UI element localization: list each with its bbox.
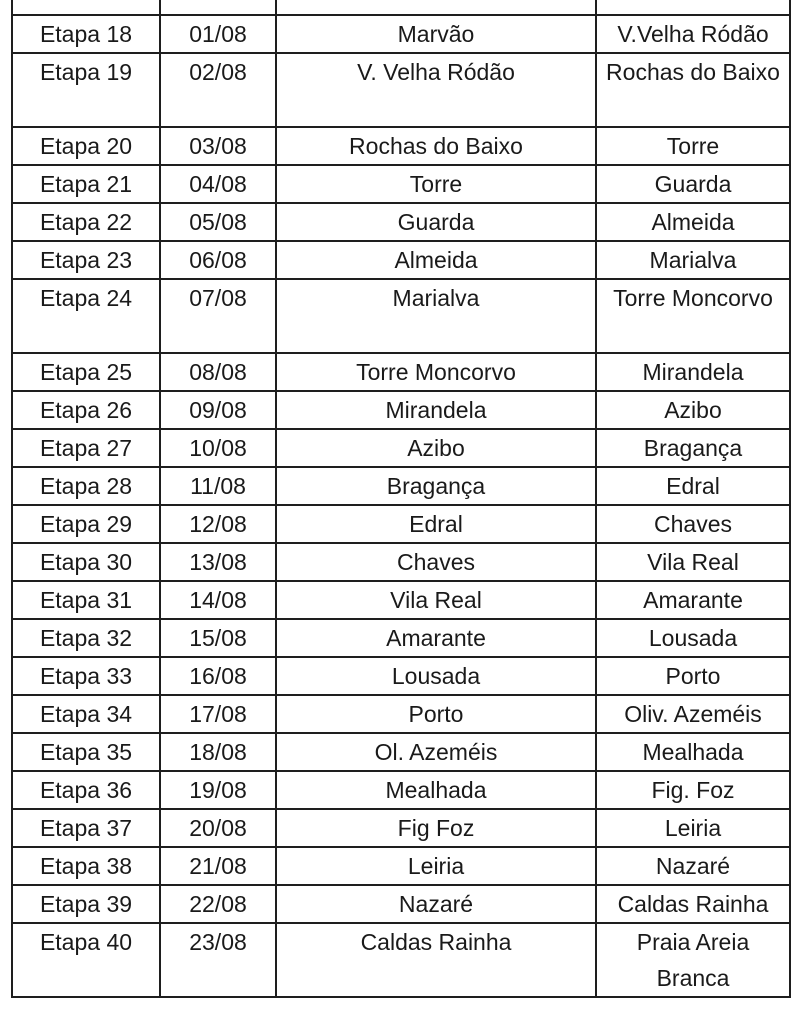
cell-date: 16/08 xyxy=(160,657,276,695)
cell-from: Amarante xyxy=(276,619,596,657)
cell-to: Nazaré xyxy=(596,847,790,885)
cell-stage: Etapa 27 xyxy=(12,429,160,467)
table-row xyxy=(12,15,790,53)
cell-stage: Etapa 25 xyxy=(12,353,160,391)
cell-to: Torre xyxy=(596,127,790,165)
cell-date: 07/08 xyxy=(160,279,276,353)
cell-from: Rochas do Baixo xyxy=(276,127,596,165)
cell-stage: Etapa 19 xyxy=(12,53,160,127)
cell-stage: Etapa 18 xyxy=(12,15,160,53)
cell-from xyxy=(276,0,596,15)
cell-from: Almeida xyxy=(276,241,596,279)
cell-to: Almeida xyxy=(596,203,790,241)
cell-stage: Etapa 22 xyxy=(12,203,160,241)
cell-stage: Etapa 37 xyxy=(12,809,160,847)
table-row xyxy=(12,809,790,847)
cell-stage: Etapa 36 xyxy=(12,771,160,809)
cell-stage: Etapa 29 xyxy=(12,505,160,543)
cell-from: Bragança xyxy=(276,467,596,505)
table-row xyxy=(12,53,790,127)
cell-date: 01/08 xyxy=(160,15,276,53)
table-row xyxy=(12,391,790,429)
cell-date: 23/08 xyxy=(160,923,276,997)
table-row xyxy=(12,279,790,353)
cell-to: Marialva xyxy=(596,241,790,279)
cell-from: Guarda xyxy=(276,203,596,241)
table-row xyxy=(12,923,790,997)
cell-date: 11/08 xyxy=(160,467,276,505)
cell-stage: Etapa 40 xyxy=(12,923,160,997)
cell-date: 15/08 xyxy=(160,619,276,657)
table-row xyxy=(12,467,790,505)
cell-stage: Etapa 34 xyxy=(12,695,160,733)
cell-stage: Etapa 23 xyxy=(12,241,160,279)
cell-date: 05/08 xyxy=(160,203,276,241)
cell-to: Amarante xyxy=(596,581,790,619)
cell-from: Ol. Azeméis xyxy=(276,733,596,771)
cell-to: Caldas Rainha xyxy=(596,885,790,923)
cell-to: Fig. Foz xyxy=(596,771,790,809)
table-row xyxy=(12,847,790,885)
cell-to: Mealhada xyxy=(596,733,790,771)
cell-from: Lousada xyxy=(276,657,596,695)
cell-to: Lousada xyxy=(596,619,790,657)
cell-date: 13/08 xyxy=(160,543,276,581)
table-row xyxy=(12,581,790,619)
cell-from: V. Velha Ródão xyxy=(276,53,596,127)
cell-from: Mirandela xyxy=(276,391,596,429)
cell-stage: Etapa 35 xyxy=(12,733,160,771)
cell-date: 21/08 xyxy=(160,847,276,885)
cell-date: 10/08 xyxy=(160,429,276,467)
table-row xyxy=(12,165,790,203)
cell-stage: Etapa 20 xyxy=(12,127,160,165)
table-row xyxy=(12,203,790,241)
cell-from: Chaves xyxy=(276,543,596,581)
cell-to: Praia Areia Branca xyxy=(596,923,790,997)
cell-from: Vila Real xyxy=(276,581,596,619)
table-row-partial xyxy=(12,0,790,15)
cell-from: Fig Foz xyxy=(276,809,596,847)
cell-to: Vila Real xyxy=(596,543,790,581)
cell-date: 08/08 xyxy=(160,353,276,391)
table-row xyxy=(12,885,790,923)
cell-date: 19/08 xyxy=(160,771,276,809)
cell-from: Mealhada xyxy=(276,771,596,809)
cell-date: 02/08 xyxy=(160,53,276,127)
cell-to: Mirandela xyxy=(596,353,790,391)
cell-from: Marialva xyxy=(276,279,596,353)
cell-from: Caldas Rainha xyxy=(276,923,596,997)
cell-to: Guarda xyxy=(596,165,790,203)
table-row xyxy=(12,771,790,809)
cell-from: Leiria xyxy=(276,847,596,885)
cell-stage: Etapa 33 xyxy=(12,657,160,695)
cell-to: Rochas do Baixo xyxy=(596,53,790,127)
cell-from: Marvão xyxy=(276,15,596,53)
table-row xyxy=(12,543,790,581)
cell-from: Edral xyxy=(276,505,596,543)
cell-from: Torre Moncorvo xyxy=(276,353,596,391)
table-row xyxy=(12,429,790,467)
cell-stage: Etapa 24 xyxy=(12,279,160,353)
cell-date: 12/08 xyxy=(160,505,276,543)
cell-stage: Etapa 38 xyxy=(12,847,160,885)
cell-to: Porto xyxy=(596,657,790,695)
cell-to: Torre Moncorvo xyxy=(596,279,790,353)
cell-date: 20/08 xyxy=(160,809,276,847)
cell-stage: Etapa 21 xyxy=(12,165,160,203)
table-row xyxy=(12,353,790,391)
cell-stage xyxy=(12,0,160,15)
cell-to: V.Velha Ródão xyxy=(596,15,790,53)
table-row xyxy=(12,695,790,733)
cell-to: Leiria xyxy=(596,809,790,847)
cell-stage: Etapa 30 xyxy=(12,543,160,581)
cell-date: 22/08 xyxy=(160,885,276,923)
cell-stage: Etapa 26 xyxy=(12,391,160,429)
table-row xyxy=(12,733,790,771)
table-row xyxy=(12,657,790,695)
table-row xyxy=(12,241,790,279)
cell-date xyxy=(160,0,276,15)
cell-to: Bragança xyxy=(596,429,790,467)
cell-date: 17/08 xyxy=(160,695,276,733)
table-row xyxy=(12,619,790,657)
cell-to: Chaves xyxy=(596,505,790,543)
cell-date: 04/08 xyxy=(160,165,276,203)
cell-to: Edral xyxy=(596,467,790,505)
cell-stage: Etapa 32 xyxy=(12,619,160,657)
table-row xyxy=(12,127,790,165)
cell-to: Azibo xyxy=(596,391,790,429)
stages-table-container xyxy=(11,0,789,998)
cell-date: 03/08 xyxy=(160,127,276,165)
table-row xyxy=(12,505,790,543)
cell-date: 14/08 xyxy=(160,581,276,619)
cell-stage: Etapa 39 xyxy=(12,885,160,923)
cell-from: Porto xyxy=(276,695,596,733)
cell-to xyxy=(596,0,790,15)
cell-date: 09/08 xyxy=(160,391,276,429)
cell-date: 18/08 xyxy=(160,733,276,771)
cell-stage: Etapa 31 xyxy=(12,581,160,619)
cell-stage: Etapa 28 xyxy=(12,467,160,505)
cell-from: Nazaré xyxy=(276,885,596,923)
stages-table xyxy=(11,0,791,998)
cell-from: Azibo xyxy=(276,429,596,467)
cell-from: Torre xyxy=(276,165,596,203)
cell-date: 06/08 xyxy=(160,241,276,279)
cell-to: Oliv. Azeméis xyxy=(596,695,790,733)
